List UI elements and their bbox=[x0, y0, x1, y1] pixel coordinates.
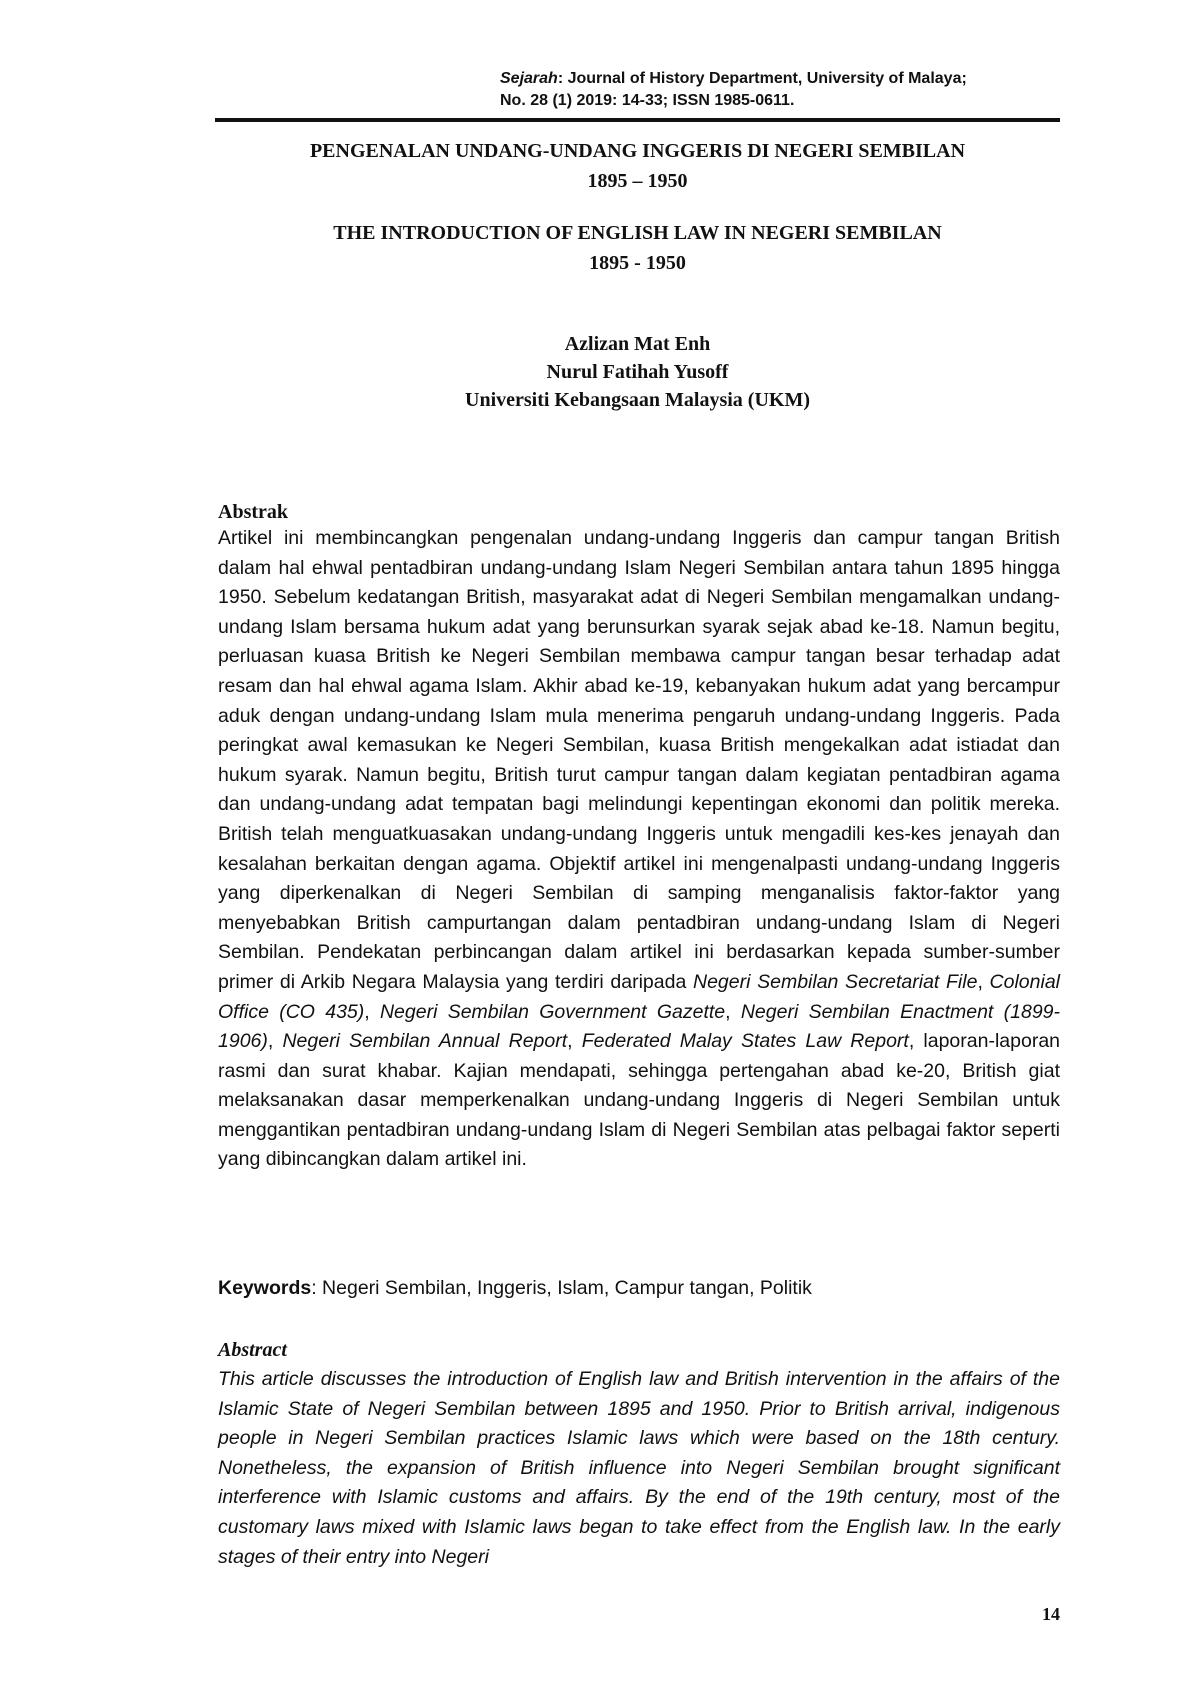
title-english bbox=[215, 218, 1060, 278]
keywords bbox=[218, 1274, 1060, 1302]
separator: , bbox=[977, 970, 990, 993]
abstract-body: This article discusses the introduction of English law and British intervention in the affairs of the Islamic State of Negeri Sembilan between 1895 and 1950. Prior to British arrival, indigenous people in Negeri Sembilan practices Islamic laws which were based on the 18th century. Nonetheless, the expansion of British influence into Negeri Sembilan brought significant interference with Islamic customs and affairs. By the end of the 19th century, most of the customary laws mixed with Islamic laws began to take effect from the English law. In the early stages of their entry into Negeri bbox=[218, 1368, 1060, 1568]
author-name: Azlizan Mat Enh bbox=[564, 333, 711, 355]
abstrak-text-end: , laporan-laporan rasmi dan surat khabar. Kajian mendapati, sehingga pertengahan abad ke-20, British giat melaksanakan dasar memperkenalkan undang-undang Inggeris di Negeri Sembilan untuk menggantikan pentadbiran undang-undang Islam di Negeri Sembilan atas pelbagai faktor seperti yang dibincangkan dalam artikel ini. bbox=[218, 1030, 1061, 1171]
running-head-line2: No. 28 (1) 2019: 14-33; ISSN 1985-0611. bbox=[500, 92, 795, 109]
running-head-line1 bbox=[500, 68, 1060, 90]
author-name: Nurul Fatihah Yusoff bbox=[546, 361, 729, 383]
source-title: Colonial Office (CO 435) bbox=[218, 970, 1061, 1023]
source-title: Federated Malay States Law Report bbox=[581, 1030, 909, 1053]
running-head bbox=[500, 68, 1060, 112]
separator: , bbox=[725, 1000, 741, 1023]
source-title: Negeri Sembilan Government Gazette bbox=[379, 1000, 726, 1023]
keywords-values: Negeri Sembilan, Inggeris, Islam, Campur tangan, Politik bbox=[322, 1277, 812, 1299]
title-malay-line1: PENGENALAN UNDANG-UNDANG INGGERIS DI NEGERI SEMBILAN bbox=[309, 140, 966, 162]
page-number: 14 bbox=[1042, 1604, 1060, 1624]
keywords-colon: : bbox=[311, 1277, 323, 1299]
abstrak-text: Artikel ini membincangkan pengenalan undang-undang Inggeris dan campur tangan British dalam hal ehwal pentadbiran undang-undang Islam Negeri Sembilan antara tahun 1895 hingga 1950. Sebelum kedatangan British, masyarakat adat di Negeri Sembilan mengamalkan undang-undang Islam bersama hukum adat yang berunsurkan syarak sejak abad ke-18. Namun begitu, perluasan kuasa British ke Negeri Sembilan membawa campur tangan besar terhadap adat resam dan hal ehwal agama Islam. Akhir abad ke-19, kebanyakan hukum adat yang bercampur aduk dengan undang-undang Islam mula menerima pengaruh undang-undang Inggeris. Pada peringkat awal kemasukan ke Negeri Sembilan, kuasa British mengekalkan adat istiadat dan hukum syarak. Namun begitu, British turut campur tangan dalam kegiatan pentadbiran agama dan undang-undang adat tempatan bagi melindungi kepentingan ekonomi dan politik mereka. British telah menguatkuasakan undang-undang Inggeris untuk mengadili kes-kes jenayah dan kesalahan berkaitan dengan agama. Objektif artikel ini mengenalpasti undang-undang Inggeris yang diperkenalkan di Negeri Sembilan di samping menganalisis faktor-faktor yang menyebabkan British campurtangan dalam pentadbiran undang-undang Islam di Negeri Sembilan. Pendekatan perbincangan dalam artikel ini berdasarkan kepada sumber-sumber primer di Arkib Negara Malaysia yang terdiri daripada bbox=[218, 527, 1060, 993]
header-rule bbox=[215, 118, 1060, 122]
keywords-label: Keywords bbox=[218, 1277, 312, 1299]
abstrak-body bbox=[218, 524, 1060, 1175]
source-title: Negeri Sembilan Secretariat File bbox=[692, 970, 978, 993]
title-english-line2: 1895 - 1950 bbox=[589, 252, 686, 274]
journal-details: : Journal of History Department, University of Malaya; bbox=[557, 70, 967, 87]
title-malay bbox=[215, 136, 1060, 196]
separator: , bbox=[364, 1000, 380, 1023]
abstrak-heading: Abstrak bbox=[218, 501, 289, 523]
title-malay-line2: 1895 – 1950 bbox=[587, 170, 688, 192]
separator: , bbox=[267, 1030, 283, 1053]
separator: , bbox=[567, 1030, 582, 1053]
author-block bbox=[215, 330, 1060, 414]
journal-name: Sejarah bbox=[500, 70, 558, 87]
author-affiliation: Universiti Kebangsaan Malaysia (UKM) bbox=[465, 389, 810, 411]
abstract-heading: Abstract bbox=[218, 1339, 287, 1361]
source-title: Negeri Sembilan Enactment (1899-1906) bbox=[218, 1000, 1060, 1053]
source-title: Negeri Sembilan Annual Report bbox=[282, 1030, 568, 1053]
title-english-line1: THE INTRODUCTION OF ENGLISH LAW IN NEGERI SEMBILAN bbox=[333, 222, 942, 244]
